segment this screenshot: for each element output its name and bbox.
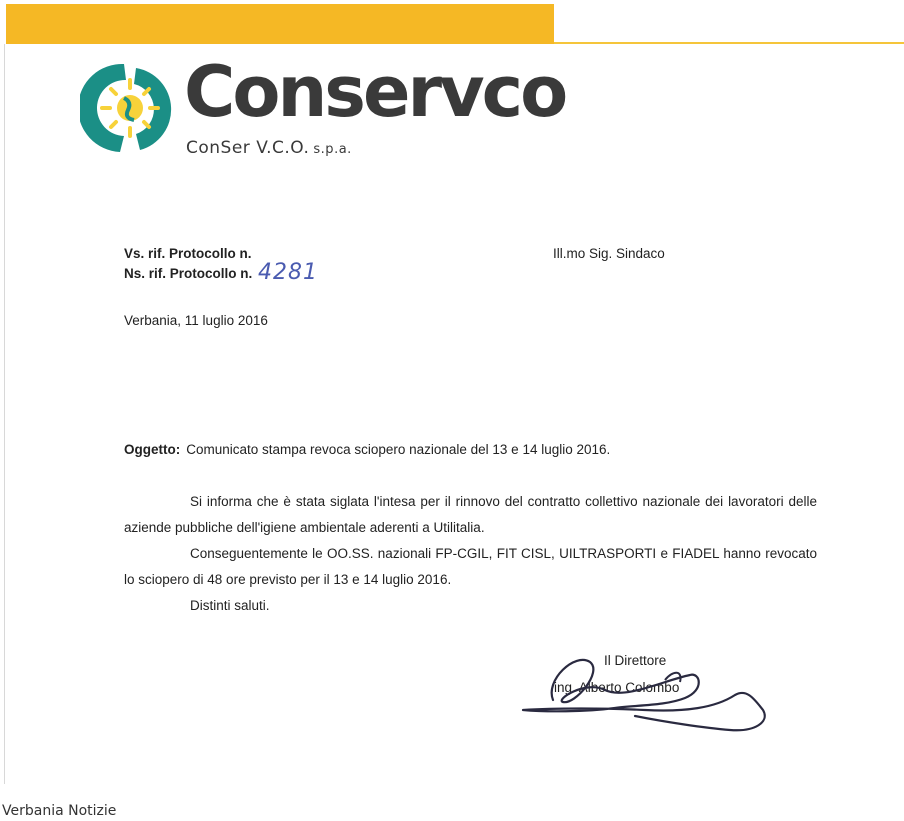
subject-line — [124, 441, 610, 459]
logo-company: ConSer V.C.O. — [186, 138, 310, 158]
letterhead-rule — [554, 42, 904, 44]
company-logo — [80, 51, 580, 168]
handwritten-signature — [515, 650, 775, 740]
logo-legal-form: s.p.a. — [313, 142, 352, 157]
addressee: Ill.mo Sig. Sindaco — [553, 246, 665, 261]
subject-text: Comunicato stampa revoca sciopero nazionale del 13 e 14 luglio 2016. — [186, 442, 611, 457]
body-paragraph-1: Si informa che è stata siglata l'intesa per il rinnovo del contratto collettivo nazionale dei lavoratori delle aziende pubbliche dell'igiene ambientale aderenti a Utilitalia. — [124, 494, 817, 535]
watermark-credit: Verbania Notizie — [2, 803, 117, 819]
signatory-name: ing. Alberto Colombo — [554, 680, 680, 695]
date-line: Verbania, 11 luglio 2016 — [124, 313, 268, 328]
letterhead-yellow-band — [6, 4, 554, 44]
subject-label: Oggetto: — [124, 442, 181, 457]
closing-salutation: Distinti saluti. — [190, 598, 270, 613]
your-reference: Vs. rif. Protocollo n. — [124, 246, 252, 261]
body-paragraph-2: Conseguentemente le OO.SS. nazionali FP-CGIL, FIT CISL, UILTRASPORTI e FIADEL hanno revocato lo sciopero di 48 ore previsto per il 13 e 14 luglio 2016. — [124, 546, 817, 587]
logo-wordmark: Conservco — [184, 51, 566, 133]
conservco-emblem-icon — [80, 58, 180, 158]
logo-company-name — [186, 138, 352, 158]
our-reference: Ns. rif. Protocollo n. — [124, 266, 253, 281]
signatory-title: Il Direttore — [604, 653, 667, 668]
protocol-number-handwritten: 4281 — [258, 260, 318, 285]
page-edge — [4, 44, 5, 784]
